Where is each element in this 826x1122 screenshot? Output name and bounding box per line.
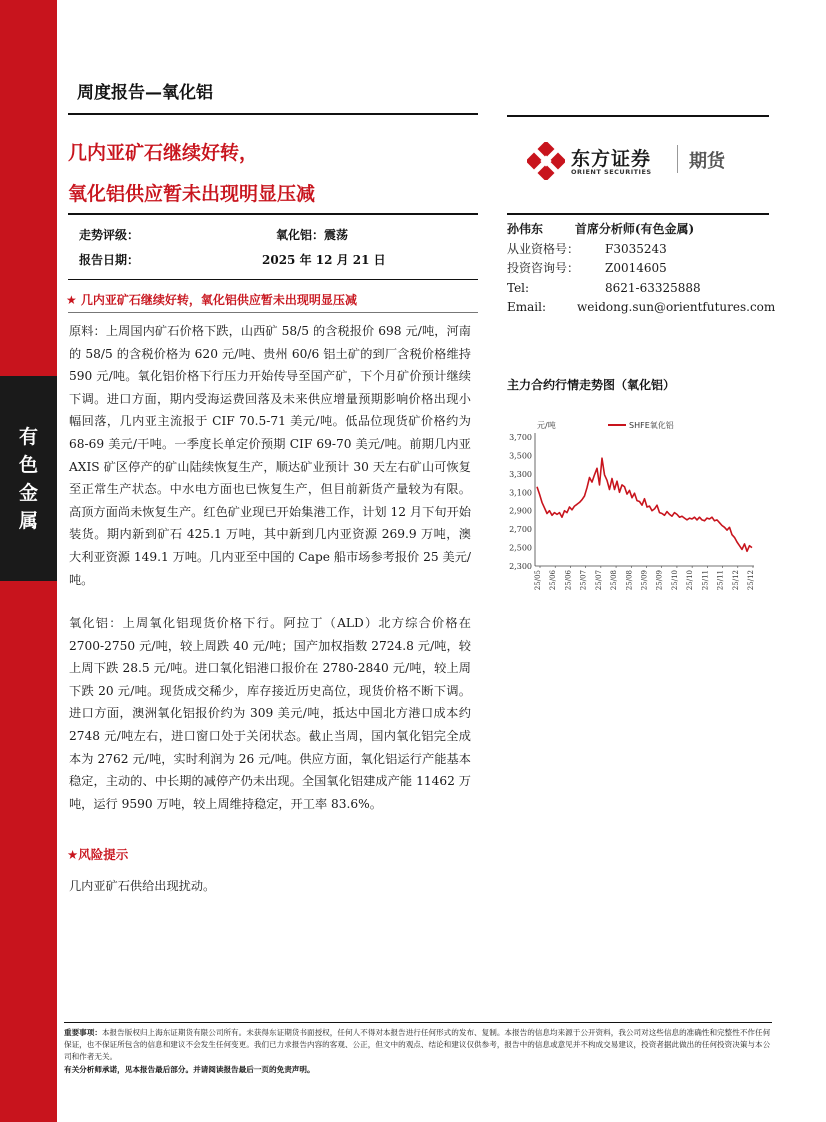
company-logo <box>527 141 747 181</box>
y-tick-label: 2,900 <box>509 506 532 516</box>
x-tick-label: 25/07 <box>579 570 588 591</box>
x-tick-label: 25/12 <box>747 570 755 591</box>
logo-divider <box>677 145 678 173</box>
x-tick-label: 25/05 <box>534 570 542 591</box>
logo-name-en: ORIENT SECURITIES <box>571 168 652 176</box>
legend-label: SHFE氧化铝 <box>629 421 674 430</box>
analyst-heading <box>507 220 775 240</box>
tel-value: 8621-63325888 <box>605 280 701 295</box>
notice-text: 本报告版权归上海东证期货有限公司所有。未获得东证期货书面授权，任何人不得对本报告进行任何形式的发布、复制。本报告的信息均来源于公开资料，我公司对这些信息的准确性和完整性不作任何保证，也不保证所包含的信息和建议不会发生任何变更。我们已力求报告内容的客观、公正，但文中的观点、结论和建议仅供参考，报告中的信息或意见并不构成交易建议，投资者据此做出的任何投资决策与本公司和作者无关。 <box>64 1028 771 1061</box>
email-row <box>507 298 775 318</box>
sector-char: 属 <box>18 509 38 532</box>
footer-notice <box>64 1027 772 1063</box>
analyst-name: 孙伟东 <box>507 222 544 236</box>
header-rule <box>68 113 478 115</box>
meta-bottom-rule <box>68 279 478 280</box>
y-tick-label: 3,700 <box>509 433 532 442</box>
notice-label: 重要事项： <box>64 1028 102 1037</box>
tel-row <box>507 279 775 299</box>
x-tick-label: 25/06 <box>549 570 558 591</box>
trend-label: 走势评级： <box>79 228 140 242</box>
y-tick-label: 3,100 <box>509 488 532 498</box>
sector-char: 有 <box>18 425 38 448</box>
sector-char: 金 <box>18 481 38 504</box>
x-tick-label: 25/08 <box>610 570 619 591</box>
analyst-title: 首席分析师(有色金属) <box>574 222 695 236</box>
summary-rule <box>68 312 478 313</box>
qualification-row <box>507 240 775 260</box>
logo-suffix: 期货 <box>689 151 725 172</box>
y-tick-label: 2,700 <box>509 525 532 535</box>
x-tick-label: 25/08 <box>625 570 634 591</box>
risk-text: 几内亚矿石供给出现扰动。 <box>69 879 216 893</box>
x-tick-label: 25/06 <box>564 570 573 591</box>
sector-label <box>0 376 57 581</box>
logo-mark-icon <box>527 142 565 180</box>
x-tick-label: 25/11 <box>716 570 725 591</box>
paragraph-alumina: 氧化铝：上周氧化铝现货价格下行。阿拉丁（ALD）北方综合价格在 2700-2750 元/吨，较上周跌 40 元/吨；国产加权指数 2724.8 元/吨，较上周下跌 28.5 元/吨。进口氧化铝港口报价在 2780-2840 元/吨，较上周下跌 20 元/吨。现货成交稀少，库存接近历史高位，现货价格不断下调。进口方面，澳洲氧化铝报价约为 309 美元/吨，抵达中国北方港口成本约 2748 元/吨左右，进口窗口处于关闭状态。截止当周，国内氧化铝完全成本为 2762 元/吨，实时利润为 26 元/吨。供应方面，氧化铝运行产能基本稳定，主动的、中长期的减停产仍未出现。全国氧化铝建成产能 11462 万吨，运行 9590 万吨，较上周维持稳定，开工率 83.6%。 <box>69 616 471 811</box>
x-tick-label: 25/12 <box>731 570 740 591</box>
email-label: Email: <box>507 300 547 314</box>
email-value[interactable]: weidong.sun@orientfutures.com <box>577 300 776 314</box>
investment-row <box>507 259 775 279</box>
y-unit-label: 元/吨 <box>537 421 556 430</box>
logo-top-rule <box>507 115 769 117</box>
x-tick-label: 25/10 <box>670 570 679 591</box>
qualification-label: 从业资格号： <box>507 241 580 256</box>
footer-bold-line: 有关分析师承诺，见本报告最后部分。并请阅读报告最后一页的免责声明。 <box>64 1065 315 1074</box>
meta-top-rule <box>68 213 478 215</box>
report-type: 周度报告—氧化铝 <box>77 83 213 103</box>
headline-line-1: 几内亚矿石继续好转， <box>68 142 259 164</box>
y-tick-label: 3,500 <box>509 451 532 461</box>
x-tick-label: 25/09 <box>655 570 664 591</box>
analyst-top-rule <box>507 213 769 215</box>
x-tick-label: 25/10 <box>686 570 695 591</box>
x-tick-label: 25/09 <box>640 570 649 591</box>
tel-label: Tel: <box>507 280 530 295</box>
summary-line: ★ 几内亚矿石继续好转，氧化铝供应暂未出现明显压减 <box>66 293 357 307</box>
risk-heading: ★风险提示 <box>67 847 129 862</box>
paragraph-raw-material: 原料：上周国内矿石价格下跌，山西矿 58/5 的含税报价 698 元/吨，河南的 58/5 的含税价格为 620 元/吨、贵州 60/6 铝土矿的到厂含税价格维持 590 元/吨。氧化铝价格下行压力开始传导至国产矿，下个月矿价预计继续下调。进口方面，期内受海运费回落及未来供应增量预期影响价格出现小幅回落，几内亚主流报于 CIF 70.5-71 美元/吨。低品位现货矿价格约为 68-69 美元/干吨。一季度长单定价预期 CIF 69-70 美元/吨。前期几内亚 AXIS 矿区停产的矿山陆续恢复生产，顺达矿业预计 30 天左右矿山可恢复至正常生产状态。中水电方面也已恢复生产，但目前新货产量较为有限。高顶方面尚未恢复生产。红色矿业现已开始集港工作，计划 12 月下旬开始装货。期内新到矿石 425.1 万吨，其中新到几内亚资源 269.9 万吨，澳大利亚资源 149.1 万吨。几内亚至中国的 Cape 船市场参考报价 25 美元/吨。 <box>69 324 471 587</box>
headline-line-2: 氧化铝供应暂未出现明显压减 <box>68 183 316 205</box>
sector-char: 色 <box>18 453 38 476</box>
series-line <box>537 458 752 551</box>
y-tick-label: 2,500 <box>509 543 532 553</box>
y-tick-label: 3,300 <box>509 469 532 479</box>
footer-rule <box>64 1022 772 1023</box>
date-label: 报告日期： <box>79 253 140 267</box>
trend-value: 氧化铝：震荡 <box>276 228 349 242</box>
price-chart <box>502 413 764 613</box>
date-value: 2025 年 12 月 21 日 <box>262 253 386 267</box>
qualification-value: F3035243 <box>605 241 667 256</box>
analyst-block <box>507 220 775 318</box>
x-tick-label: 25/07 <box>594 570 603 591</box>
x-tick-label: 25/11 <box>701 570 710 591</box>
logo-name-cn: 东方证券 <box>571 148 652 170</box>
investment-label: 投资咨询号： <box>507 261 580 275</box>
chart-title: 主力合约行情走势图（氧化铝） <box>507 378 676 392</box>
y-tick-label: 2,300 <box>509 562 532 571</box>
investment-value: Z0014605 <box>605 261 667 275</box>
